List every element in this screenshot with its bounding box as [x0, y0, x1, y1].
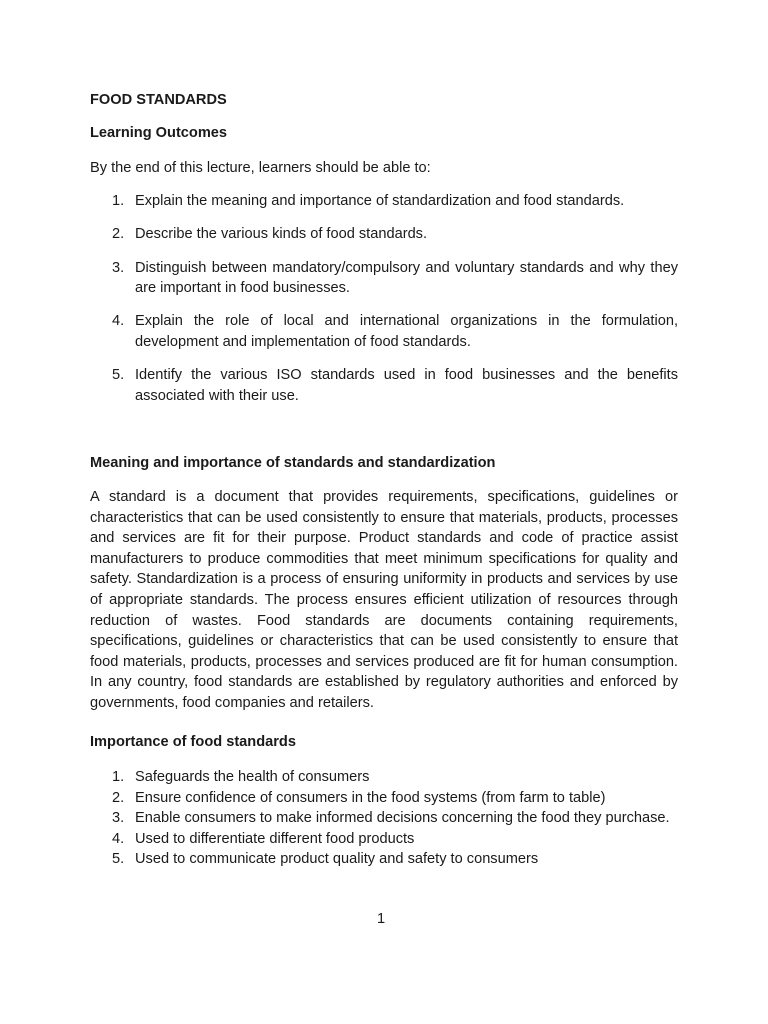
- list-item-text: Describe the various kinds of food standards.: [135, 226, 428, 243]
- list-item-number: 3.: [112, 810, 125, 827]
- page-number: 1: [377, 911, 386, 927]
- list-item: [90, 767, 678, 788]
- list-item: [90, 191, 678, 212]
- list-item-number: 2.: [112, 226, 125, 243]
- learning-outcomes-heading: Learning Outcomes: [90, 125, 228, 141]
- list-item-text: Safeguards the health of consumers: [135, 769, 370, 785]
- list-item-text: Explain the meaning and importance of standardization and food standards.: [135, 193, 625, 209]
- document-page: [90, 0, 678, 1024]
- list-item-text: Used to communicate product quality and safety to consumers: [135, 851, 539, 868]
- importance-section-heading: Importance of food standards: [90, 734, 296, 750]
- list-item: [90, 808, 678, 829]
- list-item-number: 5.: [112, 367, 125, 384]
- list-item-number: 4.: [112, 313, 125, 330]
- list-item-text: Explain the role of local and international organizations in the formulation, development and implementation of food standards.: [135, 313, 678, 351]
- importance-list: [90, 767, 678, 870]
- document-title: FOOD STANDARDS: [90, 92, 227, 108]
- list-item-number: 2.: [112, 789, 125, 806]
- list-item-text: Enable consumers to make informed decisions concerning the food they purchase.: [135, 810, 670, 827]
- list-item-text: Distinguish between mandatory/compulsory and voluntary standards and why they are important in food businesses.: [135, 259, 678, 297]
- list-item-number: 1.: [112, 769, 125, 785]
- list-item: [90, 788, 678, 809]
- list-item: [90, 849, 678, 870]
- list-item: [90, 258, 678, 299]
- learning-outcomes-list: [90, 191, 678, 419]
- list-item: [90, 365, 678, 406]
- meaning-section-paragraph: A standard is a document that provides requirements, specifications, guidelines or characteristics that can be used consistently to ensure that materials, products, processes and services are fit for their purpose. Product standards and code of practice assist manufacturers to produce commodities that meet minimum specifications for quality and safety. Standardization is a process of ensuring uniformity in products and services by use of appropriate standards. The process ensures efficient utilization of resources through reduction of wastes. Food standards are documents containing requirements, specifications, guidelines or characteristics that can be used consistently to ensure that food materials, products, processes and services produced are fit for human consumption. In any country, food standards are established by regulatory authorities and enforced by governments, food companies and retailers.: [90, 489, 678, 711]
- meaning-section-heading: Meaning and importance of standards and standardization: [90, 455, 496, 471]
- list-item: [90, 224, 678, 245]
- list-item: [90, 829, 678, 850]
- list-item-text: Identify the various ISO standards used in food businesses and the benefits associated with their use.: [135, 367, 678, 404]
- list-item-text: Used to differentiate different food products: [135, 830, 415, 847]
- list-item-text: Ensure confidence of consumers in the food systems (from farm to table): [135, 789, 606, 806]
- list-item-number: 4.: [112, 830, 125, 847]
- list-item-number: 1.: [112, 193, 125, 209]
- list-item-number: 5.: [112, 851, 125, 868]
- list-item-number: 3.: [112, 259, 125, 276]
- list-item: [90, 311, 678, 352]
- learning-outcomes-intro: By the end of this lecture, learners should be able to:: [90, 160, 431, 176]
